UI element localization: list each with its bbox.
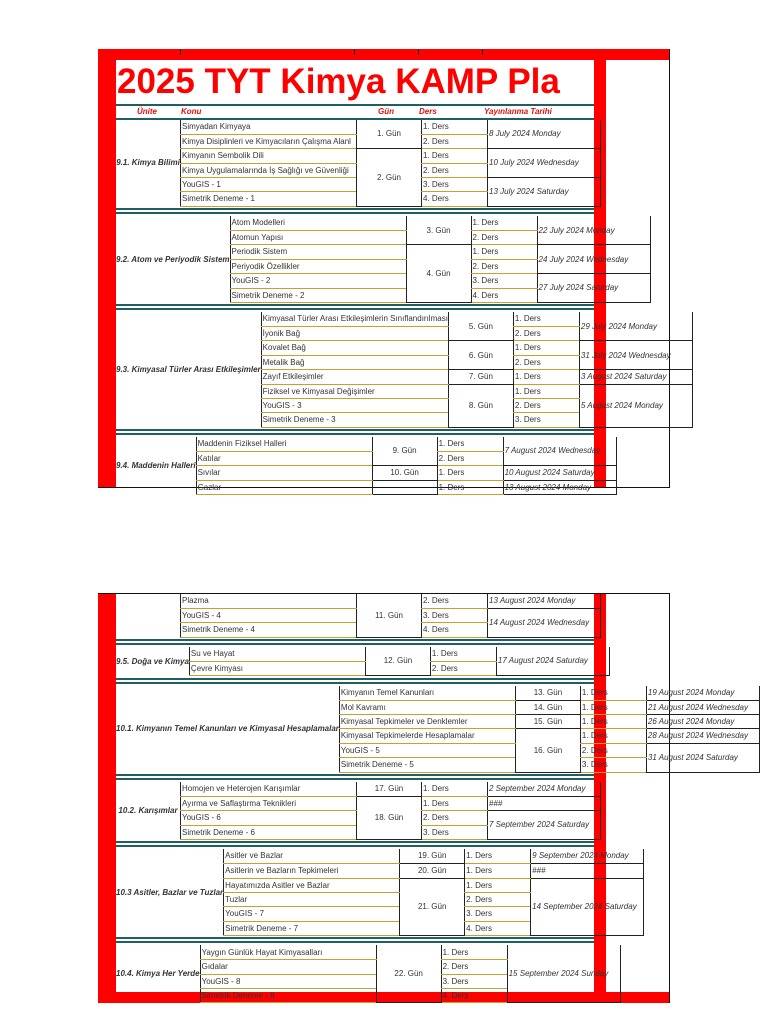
topic-cell: Tuzlar [224, 892, 400, 906]
lesson-cell: 1. Ders [471, 245, 537, 259]
publish-date-cell: 2 September 2024 Monday [488, 782, 601, 796]
topic-cell: Mol Kavramı [339, 700, 515, 714]
topic-cell: Asitler ve Bazlar [224, 849, 400, 863]
topic-cell: Simetrik Deneme - 2 [230, 288, 406, 302]
day-cell: 16. Gün [515, 729, 580, 772]
lesson-cell: 2. Ders [580, 743, 646, 757]
lesson-cell: 1. Ders [422, 149, 488, 163]
topic-cell: Kimya Uygulamalarında İş Sağlığı ve Güvenliği [181, 163, 357, 177]
lesson-cell: 1. Ders [465, 878, 531, 892]
publish-date-cell: 5 August 2024 Monday [579, 384, 692, 427]
lesson-cell: 3. Ders [471, 274, 537, 288]
publish-date-cell: ### [531, 864, 644, 878]
topic-cell: Maddenin Fiziksel Halleri [196, 437, 372, 451]
topic-cell: Atom Modelleri [230, 216, 406, 230]
topic-cell: Simetrik Deneme - 5 [339, 758, 515, 772]
lesson-cell: 1. Ders [437, 437, 503, 451]
topic-cell: Zayıf Etkileşimler [261, 370, 448, 384]
topic-cell: Kimyanın Temel Kanunları [339, 686, 515, 700]
topic-cell: Kimyasal Tepkimeler ve Denklemler [339, 715, 515, 729]
day-cell: 11. Gün [357, 594, 422, 637]
topic-cell: YouGIS - 8 [200, 974, 376, 988]
lesson-cell: 1. Ders [580, 686, 646, 700]
lesson-cell: 1. Ders [513, 312, 579, 326]
topic-cell: Periodik Sistem [230, 245, 406, 259]
topic-cell: Kimyanın Sembolik Dili [181, 149, 357, 163]
publish-date-cell: 7 September 2024 Saturday [488, 811, 601, 840]
day-cell: 9. Gün [372, 437, 437, 466]
topic-cell: Simetrik Deneme - 8 [200, 989, 376, 1003]
publish-date-cell: 17 August 2024 Saturday [496, 647, 609, 676]
topic-cell: YouGIS - 4 [181, 608, 357, 622]
publish-date-cell: 15 September 2024 Sunday [507, 945, 620, 1003]
lesson-cell: 1. Ders [513, 370, 579, 384]
topic-cell: Homojen ve Heterojen Karışımlar [181, 782, 357, 796]
unit-cell: 10.3 Asitler, Bazlar ve Tuzlar [116, 887, 224, 897]
lesson-cell: 1. Ders [513, 384, 579, 398]
topic-cell: Kovalet Bağ [261, 341, 448, 355]
lesson-cell: 2. Ders [513, 327, 579, 341]
publish-date-cell: 22 July 2024 Monday [537, 216, 650, 245]
publish-date-cell: 26 August 2024 Monday [646, 715, 759, 729]
publish-date-cell: 14 August 2024 Wednesday [488, 608, 601, 637]
day-cell: 2. Gün [357, 149, 422, 207]
lesson-cell: 3. Ders [422, 608, 488, 622]
lesson-cell: 1. Ders [580, 715, 646, 729]
publish-date-cell: 19 August 2024 Monday [646, 686, 759, 700]
lesson-cell: 2. Ders [513, 355, 579, 369]
topic-cell: YouGIS - 2 [230, 274, 406, 288]
topic-cell: Simetrik Deneme - 4 [181, 623, 357, 637]
topic-cell: Gazlar [196, 480, 372, 494]
unit-cell: 10.2. Karışımlar [118, 805, 178, 815]
day-cell: 14. Gün [515, 700, 580, 714]
lesson-cell: 4. Ders [422, 623, 488, 637]
lesson-cell: 4. Ders [441, 989, 507, 1003]
topic-cell: Çevre Kimyası [189, 661, 365, 675]
lesson-cell: 3. Ders [422, 178, 488, 192]
lesson-cell: 1. Ders [422, 120, 488, 134]
day-cell: 1. Gün [357, 120, 422, 149]
topic-cell: Hayatımızda Asitler ve Bazlar [224, 878, 400, 892]
lesson-cell: 4. Ders [471, 288, 537, 302]
header-konu: Konu [181, 107, 202, 116]
topic-cell: Plazma [181, 594, 357, 608]
lesson-cell: 2. Ders [430, 661, 496, 675]
topic-cell: Metalik Bağ [261, 355, 448, 369]
publish-date-cell: 8 July 2024 Monday [488, 120, 601, 149]
lesson-cell: 1. Ders [422, 782, 488, 796]
lesson-cell: 2. Ders [441, 960, 507, 974]
lesson-cell: 1. Ders [580, 729, 646, 743]
publish-date-cell: 3 August 2024 Saturday [579, 370, 692, 384]
publish-date-cell: 9 September 2024 Monday [531, 849, 644, 863]
topic-cell: Su ve Hayat [189, 647, 365, 661]
lesson-cell: 3. Ders [465, 907, 531, 921]
topic-cell: Yaygın Günlük Hayat Kimyasalları [200, 945, 376, 959]
topic-cell: Kimya Disiplinleri ve Kimyacıların Çalışma Alanl [181, 134, 357, 148]
unit-cell: 10.4. Kimya Her Yerde [116, 969, 200, 979]
lesson-cell: 4. Ders [465, 921, 531, 935]
lesson-cell: 4. Ders [422, 192, 488, 206]
day-cell: 12. Gün [365, 647, 430, 676]
day-cell: 15. Gün [515, 715, 580, 729]
day-cell: 17. Gün [357, 782, 422, 796]
lesson-cell: 2. Ders [422, 594, 488, 608]
day-cell: 3. Gün [406, 216, 471, 245]
unit-cell: 9.1. Kimya Bilimi [116, 158, 180, 168]
lesson-cell: 2. Ders [471, 259, 537, 273]
topic-cell: Kimyasal Tepkimelerde Hesaplamalar [339, 729, 515, 743]
publish-date-cell: 13 August 2024 Monday [503, 480, 616, 494]
publish-date-cell: 13 July 2024 Saturday [488, 178, 601, 207]
lesson-cell: 1. Ders [471, 216, 537, 230]
publish-date-cell: 7 August 2024 Wednesday [503, 437, 616, 466]
lesson-cell: 2. Ders [465, 892, 531, 906]
lesson-cell: 3. Ders [580, 758, 646, 772]
publish-date-cell: 29 July 2024 Monday [579, 312, 692, 341]
lesson-cell: 2. Ders [422, 811, 488, 825]
day-cell: 19. Gün [400, 849, 465, 863]
lesson-cell: 3. Ders [513, 413, 579, 427]
publish-date-cell: 13 August 2024 Monday [488, 594, 601, 608]
table-row [116, 945, 620, 959]
unit-cell: 10.1. Kimyanın Temel Kanunları ve Kimyasal Hesaplamalar [116, 724, 339, 734]
publish-date-cell: 10 July 2024 Wednesday [488, 149, 601, 178]
topic-cell: Gıdalar [200, 960, 376, 974]
day-cell: 22. Gün [376, 945, 441, 1003]
unit-cell: 9.3. Kimyasal Türler Arası Etkileşimler [116, 365, 261, 375]
publish-date-cell: 21 August 2024 Wednesday [646, 700, 759, 714]
day-cell: 18. Gün [357, 796, 422, 839]
lesson-cell: 1. Ders [437, 466, 503, 480]
lesson-cell: 1. Ders [430, 647, 496, 661]
topic-cell: Simyadan Kimyaya [181, 120, 357, 134]
topic-cell: YouGIS - 1 [181, 178, 357, 192]
lesson-cell: 2. Ders [422, 134, 488, 148]
lesson-cell: 3. Ders [422, 825, 488, 839]
day-cell: 13. Gün [515, 686, 580, 700]
topic-cell: YouGIS - 3 [261, 399, 448, 413]
day-cell: 7. Gün [448, 370, 513, 384]
topic-cell: Simetrik Deneme - 7 [224, 921, 400, 935]
day-cell: 4. Gün [406, 245, 471, 303]
topic-cell: Fiziksel ve Kimyasal Değişimler [261, 384, 448, 398]
day-cell: 5. Gün [448, 312, 513, 341]
page-title: 2025 TYT Kimya KAMP Pla [117, 62, 560, 101]
publish-date-cell: ### [488, 796, 601, 810]
lesson-cell: 3. Ders [441, 974, 507, 988]
lesson-cell: 1. Ders [441, 945, 507, 959]
section-table [116, 945, 621, 1003]
lesson-cell: 1. Ders [422, 796, 488, 810]
lesson-cell: 2. Ders [437, 451, 503, 465]
day-cell: 8. Gün [448, 384, 513, 427]
day-cell: 10. Gün [372, 466, 437, 480]
publish-date-cell: 31 August 2024 Saturday [646, 743, 759, 772]
lesson-cell: 2. Ders [422, 163, 488, 177]
topic-cell: Simetrik Deneme - 6 [181, 825, 357, 839]
topic-cell: Kimyasal Türler Arası Etkileşimlerin Sınıflandırılması [261, 312, 448, 326]
topic-cell: Asitlerin ve Bazların Tepkimeleri [224, 864, 400, 878]
topic-cell: YouGIS - 7 [224, 907, 400, 921]
header-unite: Ünite [137, 107, 157, 116]
lesson-cell: 1. Ders [513, 341, 579, 355]
publish-date-cell: 27 July 2024 Saturday [537, 274, 650, 303]
topic-cell: YouGIS - 6 [181, 811, 357, 825]
topic-cell: Simetrik Deneme - 3 [261, 413, 448, 427]
day-cell: 6. Gün [448, 341, 513, 370]
lesson-cell: 1. Ders [465, 864, 531, 878]
header-ders: Ders [419, 107, 437, 116]
topic-cell: Katılar [196, 451, 372, 465]
lesson-cell: 2. Ders [471, 230, 537, 244]
unit-cell: 9.2. Atom ve Periyodik Sistem [116, 254, 230, 264]
day-cell: 21. Gün [400, 878, 465, 936]
topic-cell: Sıvılar [196, 466, 372, 480]
lesson-cell: 1. Ders [580, 700, 646, 714]
lesson-cell: 1. Ders [437, 480, 503, 494]
day-cell: 20. Gün [400, 864, 465, 878]
publish-date-cell: 10 August 2024 Saturday [503, 466, 616, 480]
lesson-cell: 2. Ders [513, 399, 579, 413]
unit-cell: 9.4. Maddenin Halleri [116, 461, 196, 471]
topic-cell: İyonik Bağ [261, 327, 448, 341]
topic-cell: Simetrik Deneme - 1 [181, 192, 357, 206]
topic-cell: Ayırma ve Saflaştırma Teknikleri [181, 796, 357, 810]
unit-cell: 9.5. Doğa ve Kimya [116, 656, 189, 666]
topic-cell: Atomun Yapısı [230, 230, 406, 244]
publish-date-cell: 24 July 2024 Wednesday [537, 245, 650, 274]
lesson-cell: 1. Ders [465, 849, 531, 863]
topic-cell: Periyodik Özellikler [230, 259, 406, 273]
publish-date-cell: 14 September 2024 Saturday [531, 878, 644, 936]
publish-date-cell: 28 August 2024 Wednesday [646, 729, 759, 743]
topic-cell: YouGIS - 5 [339, 743, 515, 757]
header-gun: Gün [378, 107, 394, 116]
header-tarih: Yayınlanma Tarihi [484, 107, 552, 116]
publish-date-cell: 31 July 2024 Wednesday [579, 341, 692, 370]
